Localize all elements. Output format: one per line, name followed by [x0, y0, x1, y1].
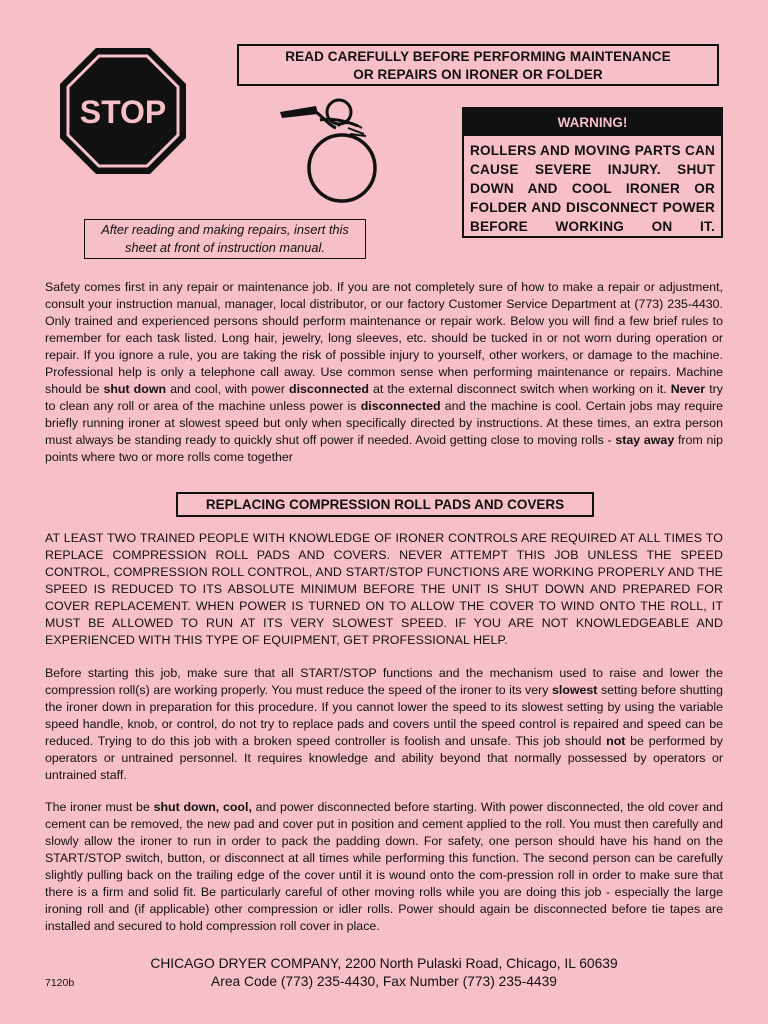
intro-bold-disconnected-2: disconnected: [360, 399, 441, 413]
ironer-text-1: The ironer must be: [45, 800, 154, 814]
intro-bold-never: Never: [670, 382, 706, 396]
intro-text-5: and the machine is cool. Certain jobs may require briefly running ironer at slowest speed but only when specifically directed by instructions. At these times, an extra person must always be standing ready to quickly shut off power if needed. Avoid getting close to moving rolls -: [45, 399, 723, 447]
intro-text-2: and cool, with power: [166, 382, 290, 396]
intro-text-1: Safety comes first in any repair or maintenance job. If you are not completely sure of how to make a repair or adjustment, consult your instruction manual, manager, local distributor, or our factory Customer Service Department at (773) 235-4430. Only trained and experienced persons should perform maintenance or repair work. Below you will find a few brief rules to remember for each task listed. Long hair, jewelry, long sleeves, etc. should be tucked in or not worn during operation or repair. If you ignore a rule, you are taking the risk of possible injury to yourself, other workers, or damage to the machine. Professional help is only a telephone call away. Use common sense when performing maintenance or repairs. Machine should be: [45, 280, 723, 396]
warning-box: [462, 107, 723, 238]
stop-sign-text: STOP: [79, 94, 167, 130]
ironer-text-2: and power disconnected before starting. With power disconnected, the old cover and cement can be removed, the new pad and cover put in position and cement applied to the roll. You must then carefully and slowly allow the ironer to run in order to pack the padding down. For safety, one person should have his hand on the START/STOP switch, button, or disconnect at all times while performing this function. The second person can be carefully slightly pulling back on the trailing edge of the cover until it is wound onto the com-pression roll in order to make sure that there is a firm and solid fit. Be particularly careful of other moving rolls while you are doing this job - especially the large ironing roll and (if applicable) other compression or idler rolls. Power should again be disconnected before tie tapes are installed and secured to hold compression roll cover in place.: [45, 800, 723, 933]
before-text-1: Before starting this job, make sure that all START/STOP functions and the mechanism used to raise and lower the compression roll(s) are working properly. You must reduce the speed of the ironer to its very: [45, 666, 723, 697]
section-heading: REPLACING COMPRESSION ROLL PADS AND COVERS: [176, 492, 594, 517]
intro-bold-stay-away: stay away: [615, 433, 675, 447]
before-text-3: be performed by operators or untrained personnel. It requires knowledge and ability beyond that normally possessed by operators or untrained staff.: [45, 734, 723, 782]
intro-bold-shut-down: shut down: [103, 382, 167, 396]
insert-note-line-2: sheet at front of instruction manual.: [125, 240, 325, 255]
ironer-shutdown-paragraph: [45, 799, 723, 935]
warning-title: WARNING!: [464, 109, 721, 136]
before-bold-not: not: [606, 734, 626, 748]
intro-text-3: at the external disconnect switch when working on it.: [368, 382, 671, 396]
roller-hazard-icon: [278, 98, 388, 210]
intro-bold-disconnected: disconnected: [289, 382, 369, 396]
document-code: 7120b: [45, 977, 75, 989]
insert-note-line-1: After reading and making repairs, insert this: [101, 222, 349, 237]
stop-sign-icon: [58, 46, 188, 176]
header-notice: [237, 44, 719, 86]
ironer-bold-shut-down-cool: shut down, cool,: [153, 800, 252, 814]
before-starting-paragraph: [45, 665, 723, 784]
intro-text-6: from nip points where two or more rolls come together: [45, 433, 723, 464]
warning-text: ROLLERS AND MOVING PARTS CAN CAUSE SEVERE INJURY. SHUT DOWN AND COOL IRONER OR FOLDER AND DISCONNECT POWER BEFORE WORKING ON IT.: [470, 143, 715, 234]
caps-warning-paragraph: AT LEAST TWO TRAINED PEOPLE WITH KNOWLEDGE OF IRONER CONTROLS ARE REQUIRED AT ALL TIMES TO REPLACE COMPRESSION ROLL PADS AND COVERS. NEVER ATTEMPT THIS JOB UNLESS THE SPEED CONTROL, COMPRESSION ROLL CONTROL, AND START/STOP FUNCTIONS ARE WORKING PROPERLY AND THE SPEED IS REDUCED TO ITS ABSOLUTE MINIMUM BEFORE THE UNIT IS SHUT DOWN AND PREPARED FOR COVER REPLACEMENT. WHEN POWER IS TURNED ON TO ALLOW THE COVER TO WIND ONTO THE ROLL, IT MUST BE ALLOWED TO RUN AT ITS VERY SLOWEST SPEED. IF YOU ARE NOT KNOWLEDGEABLE AND EXPERIENCED WITH THIS TYPE OF EQUIPMENT, GET PROFESSIONAL HELP.: [45, 531, 723, 647]
footer-phone-fax: Area Code (773) 235-4430, Fax Number (773) 235-4439: [211, 974, 557, 989]
before-bold-slowest: slowest: [551, 683, 598, 697]
insert-note: [84, 219, 366, 259]
header-line-1: READ CAREFULLY BEFORE PERFORMING MAINTENANCE: [285, 49, 671, 64]
header-line-2: OR REPAIRS ON IRONER OR FOLDER: [353, 67, 603, 82]
before-text-2: setting before shutting the ironer down in preparation for this procedure. If you cannot lower the speed to its slowest setting by using the variable speed handle, knob, or control, do not try to replace pads and covers until the speed control is repaired and speed can be reduced. Trying to do this job with a broken speed controller is foolish and unsafe. This job should: [45, 683, 723, 748]
footer-company-address: CHICAGO DRYER COMPANY, 2200 North Pulaski Road, Chicago, IL 60639: [150, 956, 618, 971]
safety-intro-paragraph: [45, 279, 723, 466]
intro-text-4: try to clean any roll or area of the machine unless power is: [45, 382, 723, 413]
